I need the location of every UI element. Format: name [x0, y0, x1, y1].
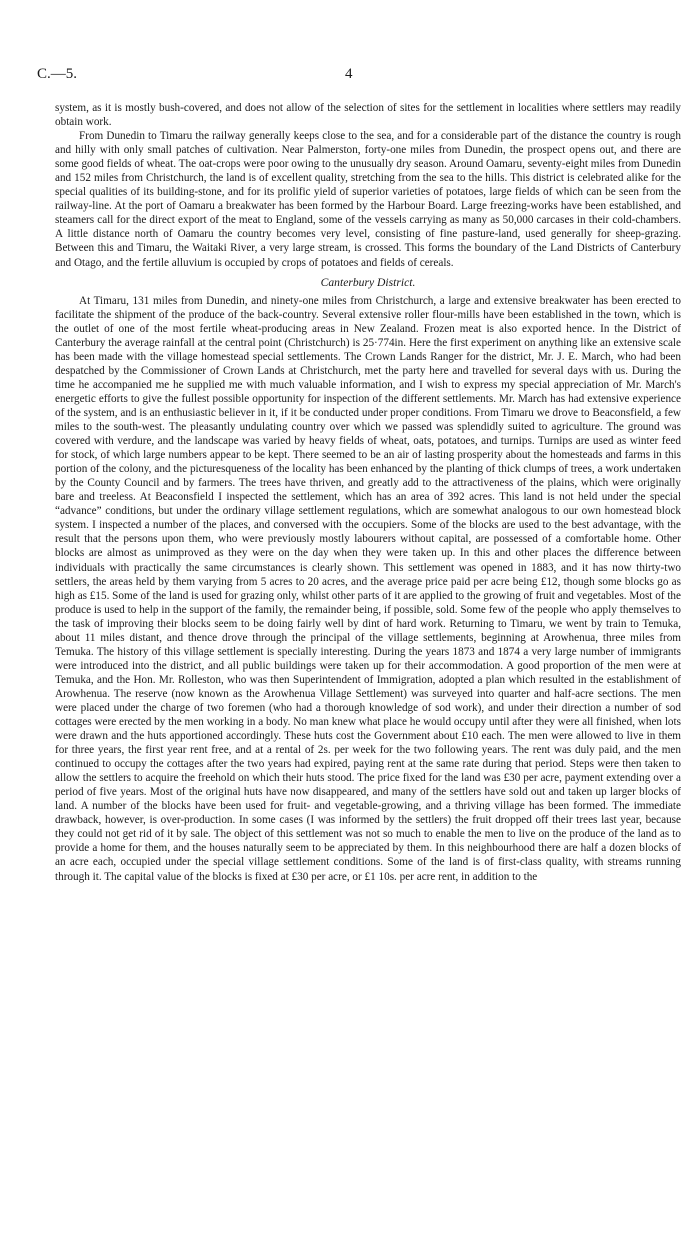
document-body	[55, 101, 681, 884]
page-number: 4	[345, 66, 353, 82]
section-heading-canterbury: Canterbury District.	[320, 275, 416, 289]
document-reference: C.—5.	[37, 66, 78, 82]
paragraph-continuation: system, as it is mostly bush-covered, and does not allow of the selection of sites for the settlement in localities where settlers may readily obtain work.	[55, 102, 681, 129]
paragraph-dunedin-timaru: From Dunedin to Timaru the railway generally keeps close to the sea, and for a considerable part of the distance the country is rough and hilly with only small patches of cultivation. Near Palmerston, forty-one miles from Dunedin, the prospect opens out, and there are some good fields of wheat. The oat-crops were poor owing to the unusually dry season. Around Oamaru, seventy-eight miles from Dunedin and 152 miles from Christchurch, the land is of excellent quality, stretching from the sea to the hills. This district is celebrated alike for the special qualities of its building-stone, and for its prolific yield of superior varieties of potatoes, large fields of which can be seen from the railway-line. At the port of Oamaru a breakwater has been formed by the Harbour Board. Large freezing-works have been established, and steamers call for the direct export of the meat to England, some of the vessels carrying as many as 50,000 carcases in their cold-chambers. A little distance north of Oamaru the country becomes very level, consisting of fine pasture-land, used generally for sheep-grazing. Between this and Timaru, the Waitaki River, a very large stream, is crossed. This forms the boundary of the Land Districts of Canterbury and Otago, and the fertile alluvium is occupied by crops of potatoes and fields of cereals.	[55, 130, 681, 269]
page-header	[37, 66, 663, 88]
paragraph-timaru: At Timaru, 131 miles from Dunedin, and ninety-one miles from Christchurch, a large and extensive breakwater has been erected to facilitate the shipment of the produce of the back-country. Several extensive roller flour-mills have been established in the town, which is the outlet of one of the most fertile wheat-producing areas in New Zealand. Frozen meat is also exported hence. In the District of Canterbury the average rainfall at the central point (Christchurch) is 25·774in. Here the first experiment on anything like an extensive scale has been made with the village homestead special settlements. The Crown Lands Ranger for the district, Mr. J. E. March, who had been despatched by the Commissioner of Crown Lands at Christchurch, met the party here and travelled for several days with us. During the time he accompanied me he supplied me with much valuable information, and I wish to express my special appreciation of Mr. March's energetic efforts to give the fullest possible opportunity for inspection of the different settlements. Mr. March has had extensive experience of the system, and is an enthusiastic believer in it, if it be conducted under proper conditions. From Timaru we drove to Beaconsfield, a few miles to the south-west. The pleasantly undulating country over which we passed was splendidly suited to agriculture. The ground was covered with verdure, and the landscape was varied by heavy fields of wheat, oats, potatoes, and turnips. Turnips are used as winter feed for stock, of which large numbers appear to be kept. There seemed to be an air of lasting prosperity about the homesteads and farms in this portion of the colony, and the picturesqueness of the locality has been enhanced by the planting of thick clumps of trees, a work undertaken by the County Council and by farmers. The trees have thriven, and greatly add to the attractiveness of the plains, which were originally bare and treeless. At Beaconsfield I inspected the settlement, which has an area of 392 acres. This land is not held under the special “advance” conditions, but under the ordinary village settlement regulations, which are somewhat analogous to our own homestead block system. I inspected a number of the places, and conversed with the occupiers. Some of the blocks are used to the best advantage, with the result that the persons upon them, who were previously mostly labourers without capital, are possessed of a comfortable home. Other blocks are almost as unimproved as they were on the day when they were taken up. In this and other places the difference between individuals with practically the same circumstances is clearly shown. This settlement was opened in 1883, and it has now thirty-two settlers, the areas held by them varying from 5 acres to 20 acres, and the average price paid per acre being £12, though some blocks go as high as £15. Some of the land is used for grazing only, whilst other parts of it are applied to the growing of fruit and vegetables. Most of the produce is used to help in the support of the family, the remainder being, if possible, sold. Some few of the people who apply themselves to the task of improving their blocks seem to be doing fairly well by dint of hard work. Returning to Timaru, we went by train to Temuka, about 11 miles distant, and thence drove through the principal of the village settlements, beginning at Arowhenua, three miles from Temuka. The history of this village settlement is specially interesting. During the years 1873 and 1874 a very large number of immigrants were introduced into the district, and all public buildings were taken up for their accommodation. A good proportion of the men were at Temuka, and the Hon. Mr. Rolleston, who was then Superintendent of Immigration, adopted a plan which resulted in the establishment of Arowhenua. The reserve (now known as the Arowhenua Village Settlement) was surveyed into quarter and half-acre sections. The men were placed under the charge of two foremen (who had a thorough knowledge of sod work), and under their direction a number of sod cottages were erected by the men working in a body. No man knew what place he would occupy until after they were all finished, when lots were drawn and the huts apportioned accordingly. These huts cost the Government about £10 each. The men were allowed to live in them for three years, the first year rent free, and at a rental of 2s. per week for the two following years. The rent was duly paid, and the men continued to occupy the cottages after the two years had expired, paying rent at the same rate during that period. Steps were then taken to allow the settlers to acquire the freehold on which their huts stood. The price fixed for the land was £30 per acre, payment extending over a period of five years. Most of the original huts have now disappeared, and many of the settlers have sold out and taken up larger blocks of land. A number of the blocks have been used for fruit- and vegetable-growing, and a thriving village has been formed. The immediate drawback, however, is over-production. In some cases (I was informed by the settlers) the fruit dropped off their trees last year, because they could not get rid of it by sale. The object of this settlement was not so much to enable the men to live on the produce of the land as to provide a home for them, and the houses naturally seem to be appreciated by them. In this neighbourhood there are half a dozen blocks of an acre each, occupied under the special village settlement conditions. Some of the land is of first-class quality, with streams running through it. The capital value of the blocks is fixed at £30 per acre, or £1 10s. per acre rent, in addition to the	[55, 294, 681, 883]
